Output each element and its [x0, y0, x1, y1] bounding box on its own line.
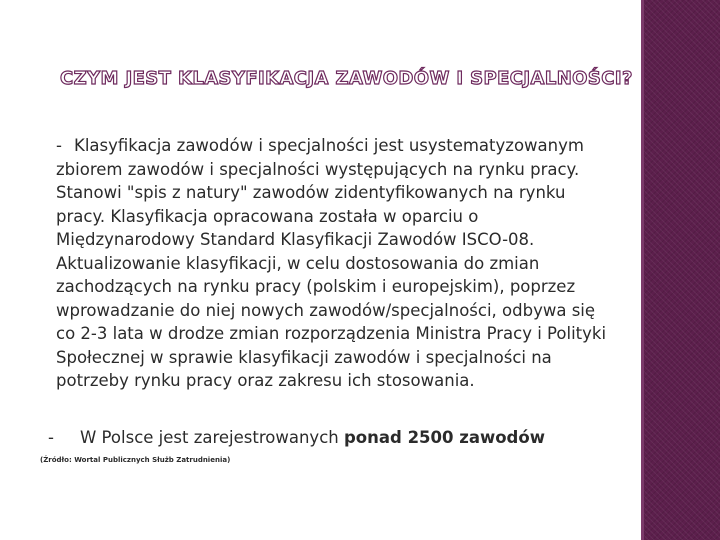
- bullet-klasyfikacja: [56, 134, 616, 393]
- source-note: (Źródło: Wortal Publicznych Służb Zatrudnienia): [40, 456, 231, 464]
- bullet-text-bold: ponad 2500 zawodów: [343, 428, 545, 447]
- bullet-text: Klasyfikacja zawodów i specjalności jest usystematyzowanym zbiorem zawodów i specjalności występujących na rynku pracy. Stanowi "spis z natury" zawodów zidentyfikowanych na rynku pracy. Klasyfikacja opracowana została w oparciu o Międzynarodowy Standard Klasyfikacji Zawodów ISCO-08. Aktualizowanie klasyfikacji, w celu dostosowania do zmian zachodzących na rynku pracy (polskim i europejskim), poprzez wprowadzanie do niej nowych zawodów/specjalności, odbywa się co 2-3 lata w drodze zmian rozporządzenia Ministra Pracy i Polityki Społecznej w sprawie klasyfikacji zawodów i specjalności na potrzeby rynku pracy oraz zakresu ich stosowania.: [56, 136, 607, 390]
- bullet-marker: -: [56, 136, 62, 155]
- decorative-side-panel: [641, 0, 720, 540]
- bullet-text-plain: W Polsce jest zarejestrowanych: [80, 428, 344, 447]
- bullet-zawody-count: [48, 426, 608, 450]
- slide-title: CZYM JEST KLASYFIKACJA ZAWODÓW I SPECJALNOŚCI?: [60, 68, 633, 89]
- side-panel-edge: [641, 0, 644, 540]
- bullet-marker: -: [48, 428, 54, 447]
